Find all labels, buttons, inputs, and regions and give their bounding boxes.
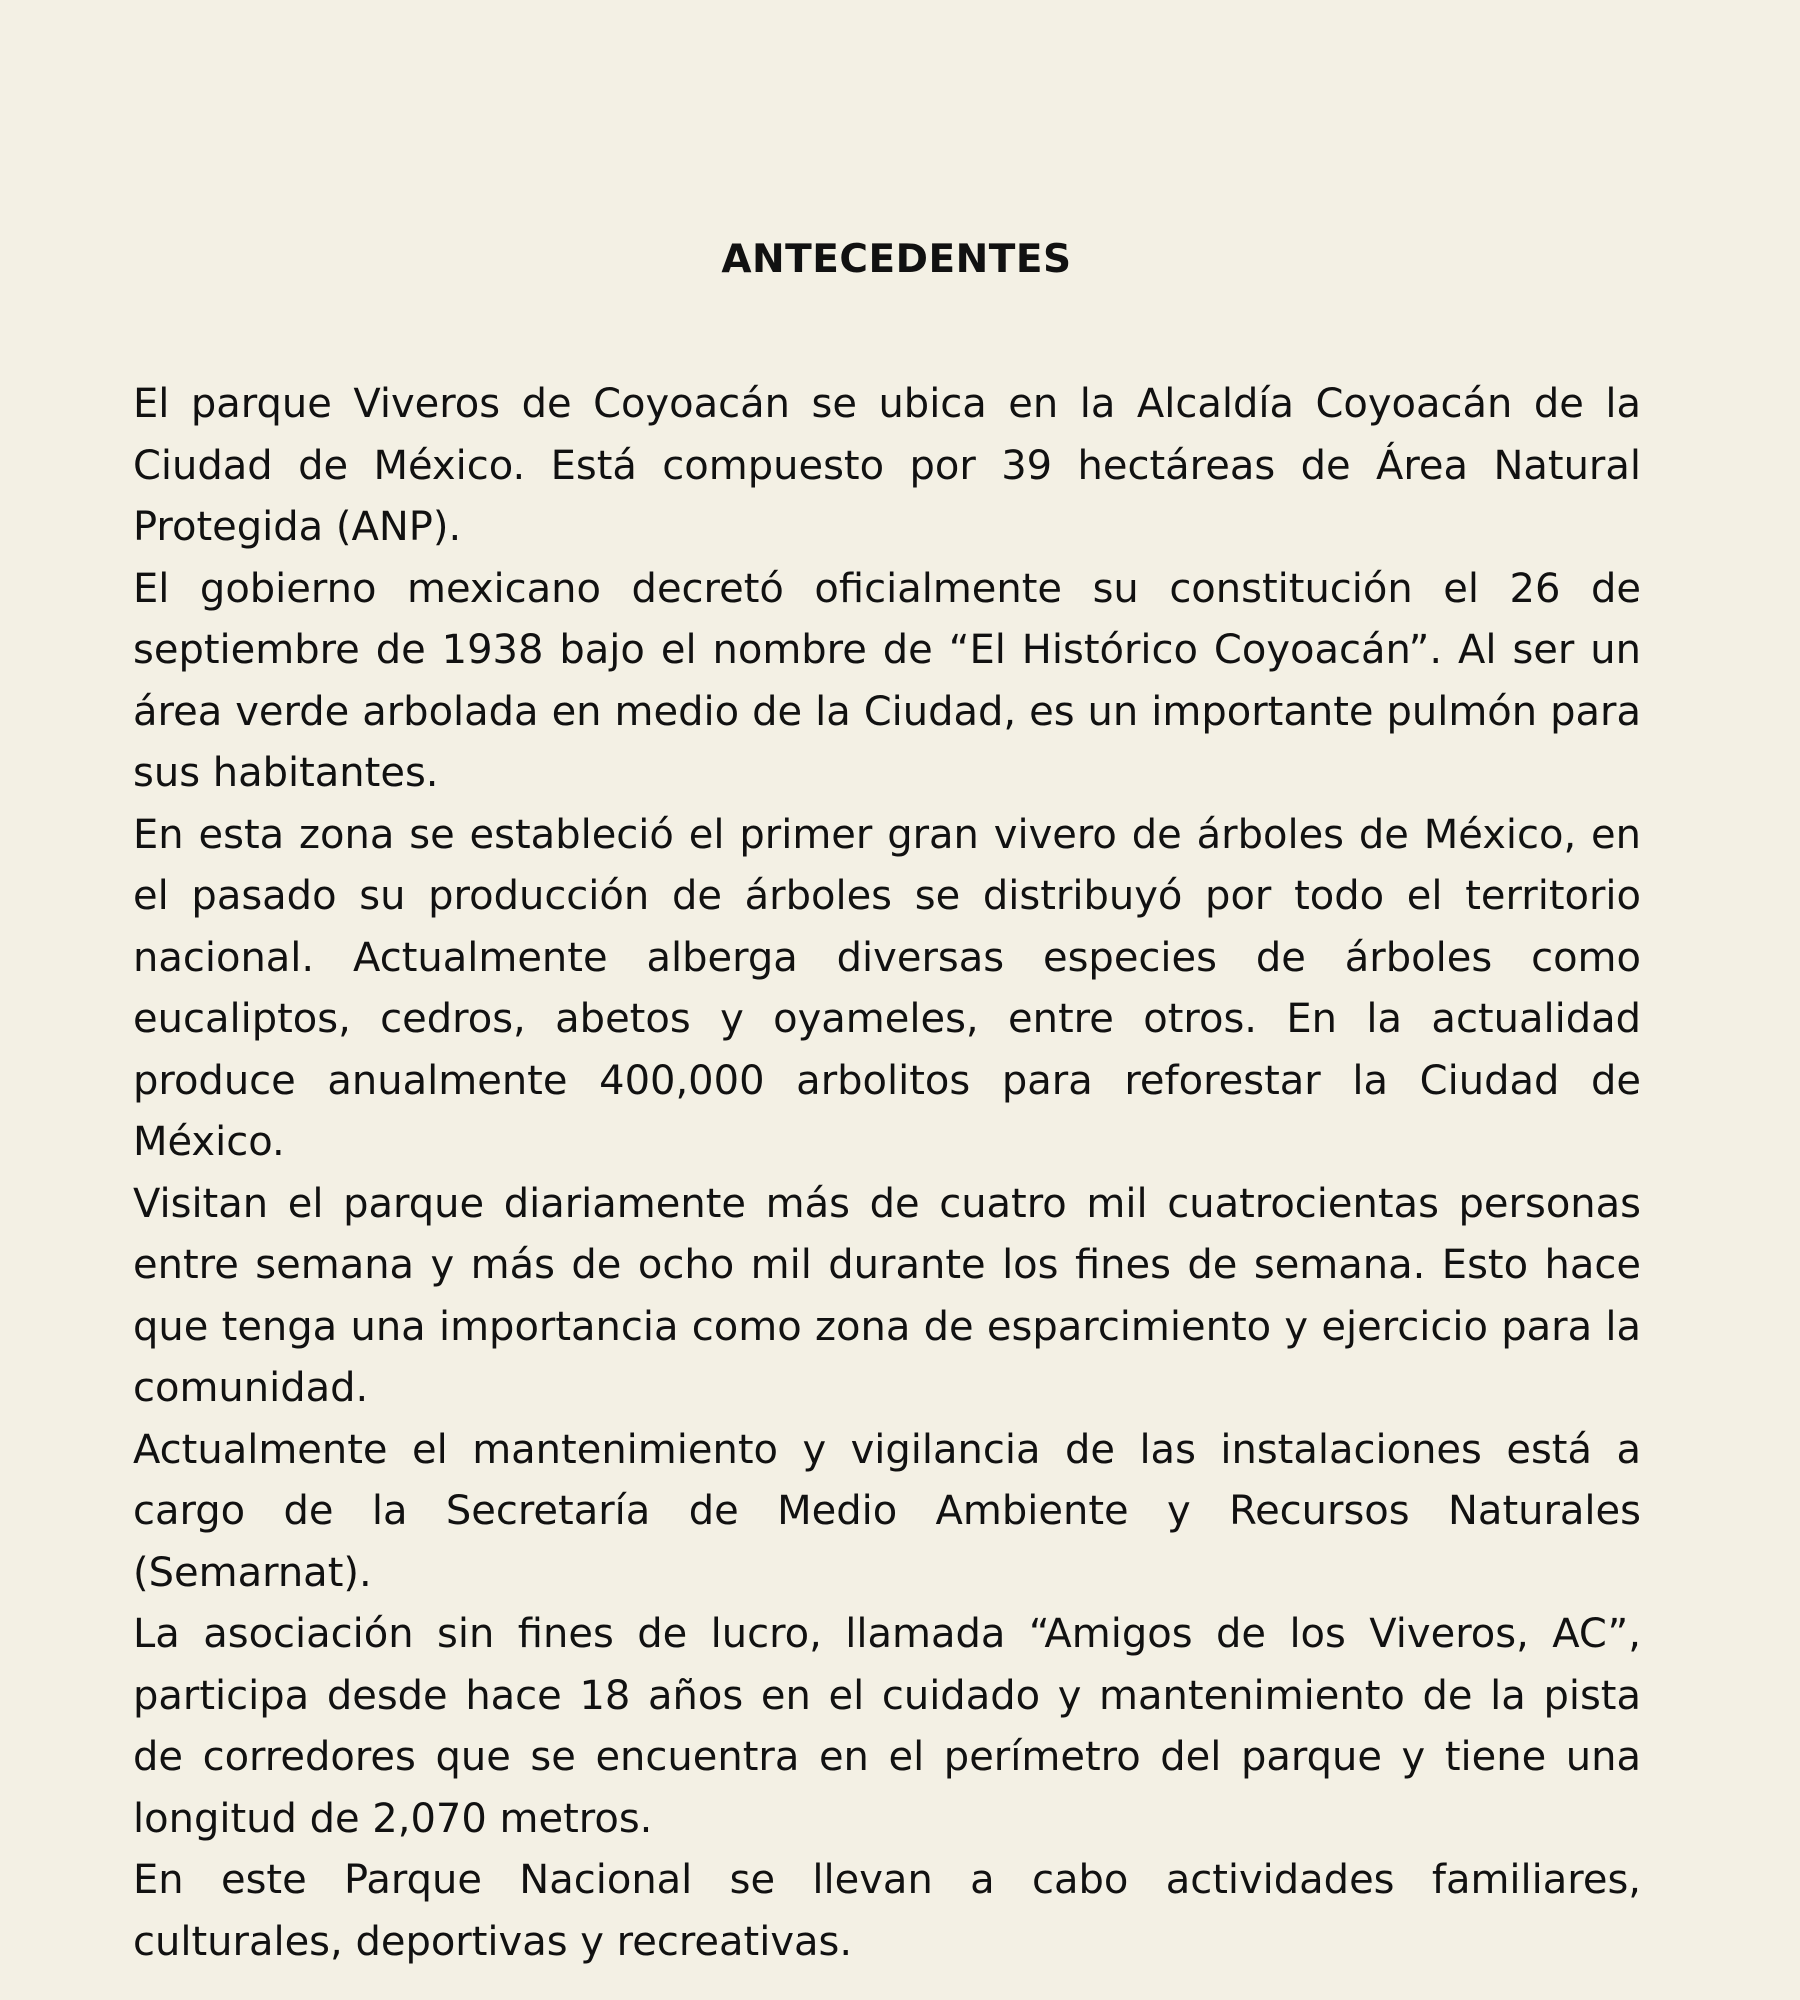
paragraph-maintenance: Actualmente el mantenimiento y vigilancia de las instalaciones está a cargo de la Secretaría de Medio Ambiente y Recursos Naturales (Semarnat).	[133, 1426, 1641, 1596]
paragraph-decree: El gobierno mexicano decretó oficialmente su constitución el 26 de septiembre de 1938 bajo el nombre de “El Histórico Coyoacán”. Al ser un área verde arbolada en medio de la Ciudad, es un importante pulmón para sus habitantes.	[133, 565, 1641, 796]
paragraph-visitors: Visitan el parque diariamente más de cuatro mil cuatrocientas personas entre semana y más de ocho mil durante los fines de semana. Esto hace que tenga una importancia como zona de esparcimiento y ejercicio para la comunidad.	[133, 1180, 1641, 1411]
paragraph-location: El parque Viveros de Coyoacán se ubica en la Alcaldía Coyoacán de la Ciudad de México. Está compuesto por 39 hectáreas de Área Natural Protegida (ANP).	[133, 381, 1641, 550]
paragraph-activities: En este Parque Nacional se llevan a cabo actividades familiares, culturales, deportivas y recreativas.	[133, 1857, 1641, 1965]
document-title: ANTECEDENTES	[721, 237, 1072, 282]
paragraph-nursery: En esta zona se estableció el primer gran vivero de árboles de México, en el pasado su producción de árboles se distribuyó por todo el territorio nacional. Actualmente alberga diversas especies de árboles como eucaliptos, cedros, abetos y oyameles, entre otros. En la actualidad produce anualmente 400,000 arbolitos para reforestar la Ciudad de México.	[133, 811, 1641, 1165]
paragraph-association: La asociación sin fines de lucro, llamada “Amigos de los Viveros, AC”, participa desde hace 18 años en el cuidado y mantenimiento de la pista de corredores que se encuentra en el perímetro del parque y tiene una longitud de 2,070 metros.	[133, 1611, 1641, 1842]
document-body	[133, 374, 1641, 1973]
